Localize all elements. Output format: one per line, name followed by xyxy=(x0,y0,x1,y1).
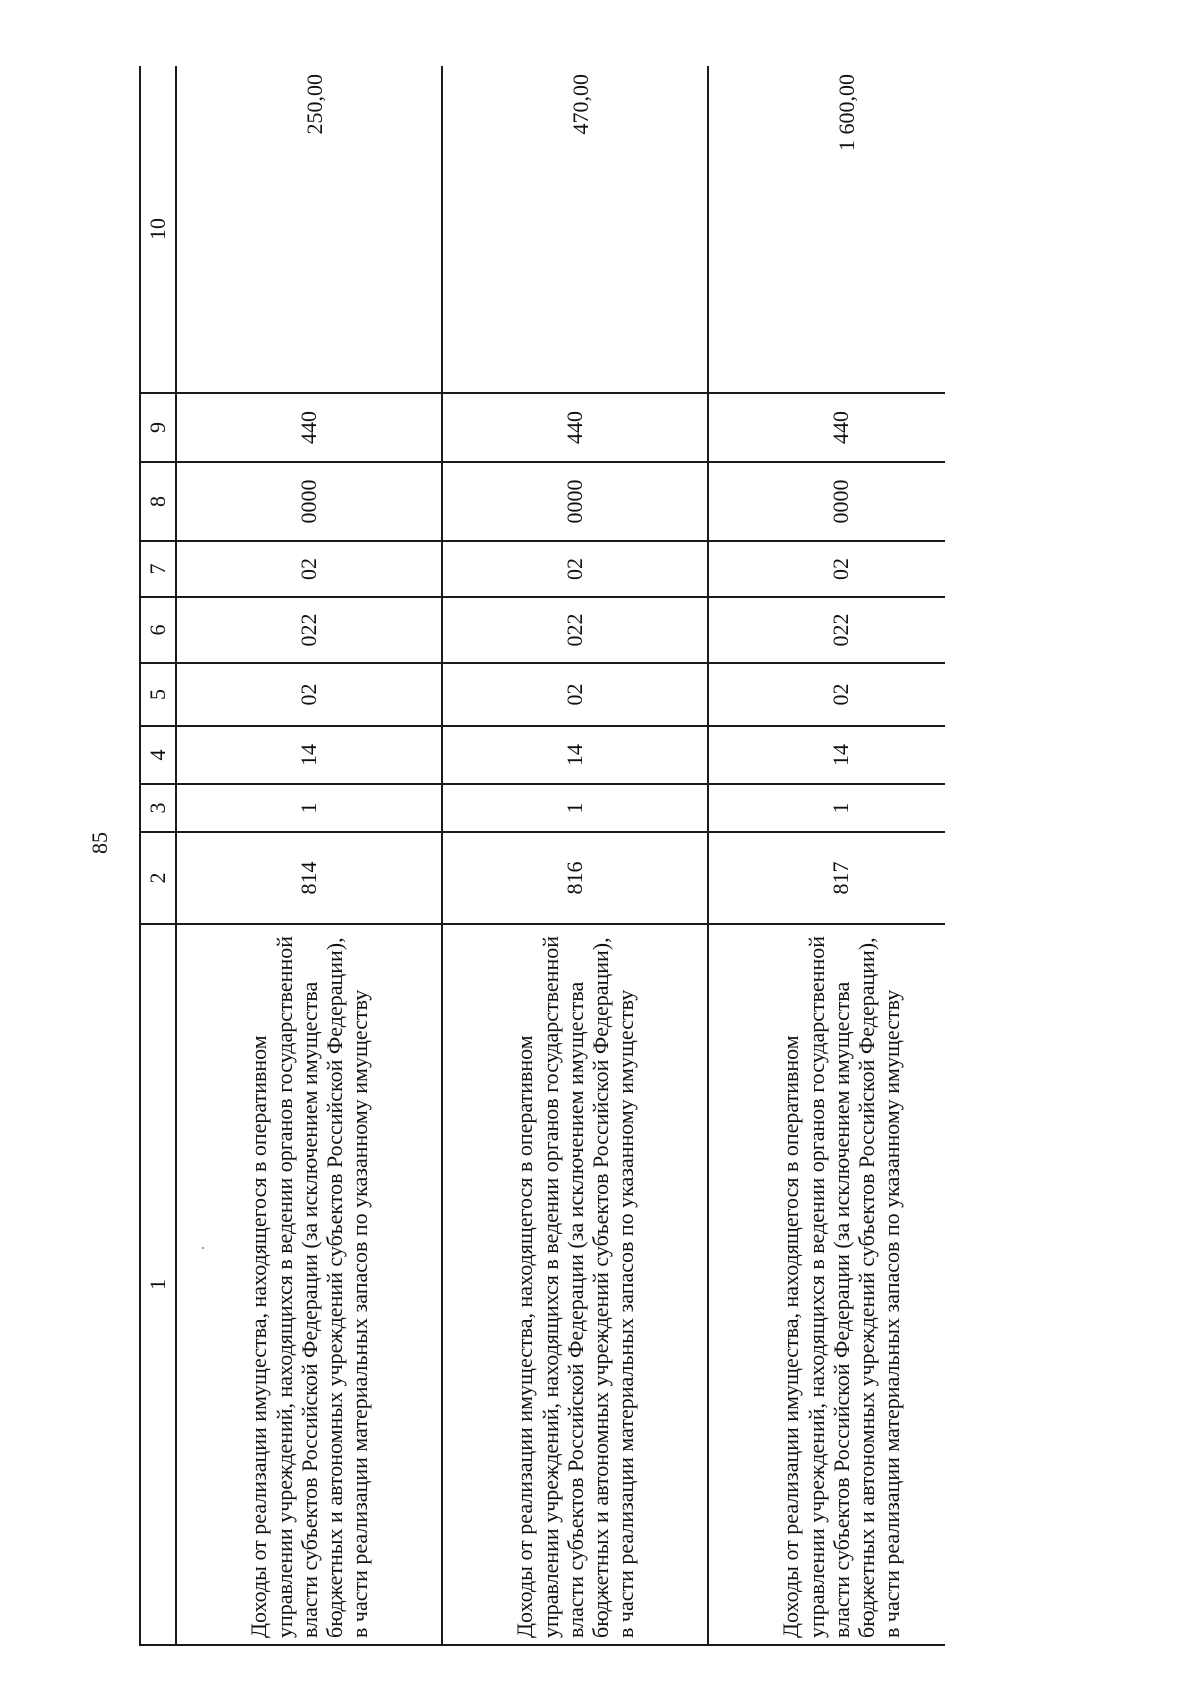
header-row xyxy=(140,66,176,1645)
header-col-2: 2 xyxy=(140,832,176,924)
rotated-page-content xyxy=(139,66,945,1646)
header-col-3: 3 xyxy=(140,784,176,832)
row-code-6: 022 xyxy=(176,597,442,663)
row-code-3: 1 xyxy=(442,784,708,832)
table-row xyxy=(708,66,945,1645)
row-code-9: 440 xyxy=(442,393,708,462)
row-amount: 1 600,00 xyxy=(708,66,945,393)
row-description: Доходы от реализации имущества, находящегося в оперативном управлении учреждений, находящихся в ведении органов государственной власти субъектов Российской Федерации (за исключением имущества бюджетных и автономных учреждений субъектов Российской Федерации), в части реализации материальных запасов по указанному имуществу xyxy=(176,924,442,1645)
row-code-8: 0000 xyxy=(442,462,708,541)
header-col-5: 5 xyxy=(140,663,176,726)
row-admin-code: 816 xyxy=(442,832,708,924)
row-description: Доходы от реализации имущества, находящегося в оперативном управлении учреждений, находящихся в ведении органов государственной власти субъектов Российской Федерации (за исключением имущества бюджетных и автономных учреждений субъектов Российской Федерации), в части реализации материальных запасов по указанному имуществу xyxy=(708,924,945,1645)
header-col-8: 8 xyxy=(140,462,176,541)
row-code-4: 14 xyxy=(442,726,708,784)
row-amount: 470,00 xyxy=(442,66,708,393)
row-code-3: 1 xyxy=(708,784,945,832)
row-code-5: 02 xyxy=(176,663,442,726)
row-code-9: 440 xyxy=(708,393,945,462)
row-code-3: 1 xyxy=(176,784,442,832)
row-admin-code: 817 xyxy=(708,832,945,924)
row-code-8: 0000 xyxy=(708,462,945,541)
row-code-5: 02 xyxy=(708,663,945,726)
row-code-7: 02 xyxy=(442,541,708,597)
row-admin-code: 814 xyxy=(176,832,442,924)
row-code-6: 022 xyxy=(708,597,945,663)
row-code-6: 022 xyxy=(442,597,708,663)
row-description: Доходы от реализации имущества, находящегося в оперативном управлении учреждений, находящихся в ведении органов государственной власти субъектов Российской Федерации (за исключением имущества бюджетных и автономных учреждений субъектов Российской Федерации), в части реализации материальных запасов по указанному имуществу xyxy=(442,924,708,1645)
revenue-table xyxy=(139,66,945,1646)
row-code-4: 14 xyxy=(708,726,945,784)
row-amount: 250,00 xyxy=(176,66,442,393)
row-code-4: 14 xyxy=(176,726,442,784)
header-col-6: 6 xyxy=(140,597,176,663)
row-code-7: 02 xyxy=(708,541,945,597)
header-col-4: 4 xyxy=(140,726,176,784)
table-row xyxy=(176,66,442,1645)
page-number-text: 85 xyxy=(87,832,112,854)
row-code-7: 02 xyxy=(176,541,442,597)
header-col-7: 7 xyxy=(140,541,176,597)
row-code-8: 0000 xyxy=(176,462,442,541)
row-code-5: 02 xyxy=(442,663,708,726)
row-code-9: 440 xyxy=(176,393,442,462)
header-col-10: 10 xyxy=(140,66,176,393)
header-col-9: 9 xyxy=(140,393,176,462)
header-col-1: 1 xyxy=(140,924,176,1645)
table-container xyxy=(139,66,945,1646)
table-row xyxy=(442,66,708,1645)
